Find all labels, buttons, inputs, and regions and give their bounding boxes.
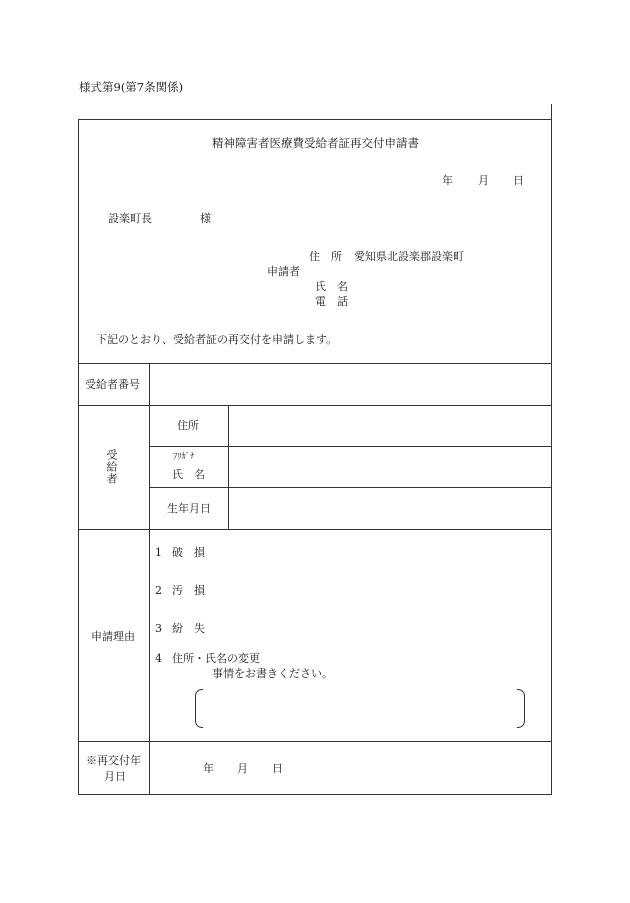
reason-1-number: 1 — [155, 546, 162, 559]
frame-bottom-border — [78, 794, 552, 795]
applicant-address-value: 愛知県北設楽郡設楽町 — [354, 250, 464, 263]
recipient-label: 受給者 — [105, 449, 118, 485]
reissue-day-label: 日 — [272, 762, 283, 775]
reissue-label-line2: 月日 — [104, 770, 126, 783]
reason-details-bracket-right — [517, 689, 525, 728]
recipient-number-label: 受給者番号 — [85, 378, 140, 391]
applicant-name-label: 氏 名 — [315, 280, 348, 293]
reason-3-text[interactable]: 紛 失 — [172, 622, 205, 635]
date-year-label: 年 — [442, 174, 453, 187]
reissue-month-label: 月 — [237, 762, 248, 775]
recipient-number-field[interactable] — [150, 364, 551, 405]
reason-4-text[interactable]: 住所・氏名の変更 — [172, 652, 260, 665]
recipient-address-label: 住所 — [177, 419, 199, 432]
recipient-furigana-label: ﾌﾘｶﾞﾅ — [173, 452, 195, 462]
reason-2-text[interactable]: 汚 損 — [172, 584, 205, 597]
column-divider-label — [149, 363, 150, 794]
addressee-honorific: 様 — [200, 212, 211, 225]
date-month-label: 月 — [478, 174, 489, 187]
frame-top-border — [78, 119, 552, 120]
reason-3-number: 3 — [155, 622, 162, 635]
reason-details-bracket-left — [195, 689, 203, 728]
applicant-phone-label: 電 話 — [315, 295, 348, 308]
reissue-label-line1: ※再交付年 — [86, 754, 141, 767]
reason-label: 申請理由 — [91, 630, 135, 643]
recipient-name-field[interactable] — [229, 447, 551, 487]
frame-left-border — [78, 119, 79, 794]
recipient-address-field[interactable] — [229, 406, 551, 446]
reissue-year-label: 年 — [203, 762, 214, 775]
addressee-name: 設楽町長 — [108, 212, 152, 225]
recipient-name-label: 氏 名 — [172, 468, 205, 481]
recipient-birth-label: 生年月日 — [167, 502, 211, 515]
date-day-label: 日 — [513, 174, 524, 187]
reason-note: 事情をお書きください。 — [212, 667, 333, 680]
reason-1-text[interactable]: 破 損 — [172, 546, 205, 559]
recipient-birth-field[interactable] — [229, 488, 551, 529]
document-title: 精神障害者医療費受給者証再交付申請書 — [212, 136, 419, 150]
applicant-label: 申請者 — [267, 265, 300, 278]
application-statement: 下記のとおり、受給者証の再交付を申請します。 — [96, 333, 338, 346]
frame-right-border — [551, 104, 552, 794]
reason-details-field[interactable] — [204, 690, 516, 726]
reason-4-number: 4 — [155, 652, 162, 665]
applicant-address-label: 住 所 — [309, 250, 342, 263]
form-number: 様式第9(第7条関係) — [79, 80, 184, 94]
reason-2-number: 2 — [155, 584, 162, 597]
